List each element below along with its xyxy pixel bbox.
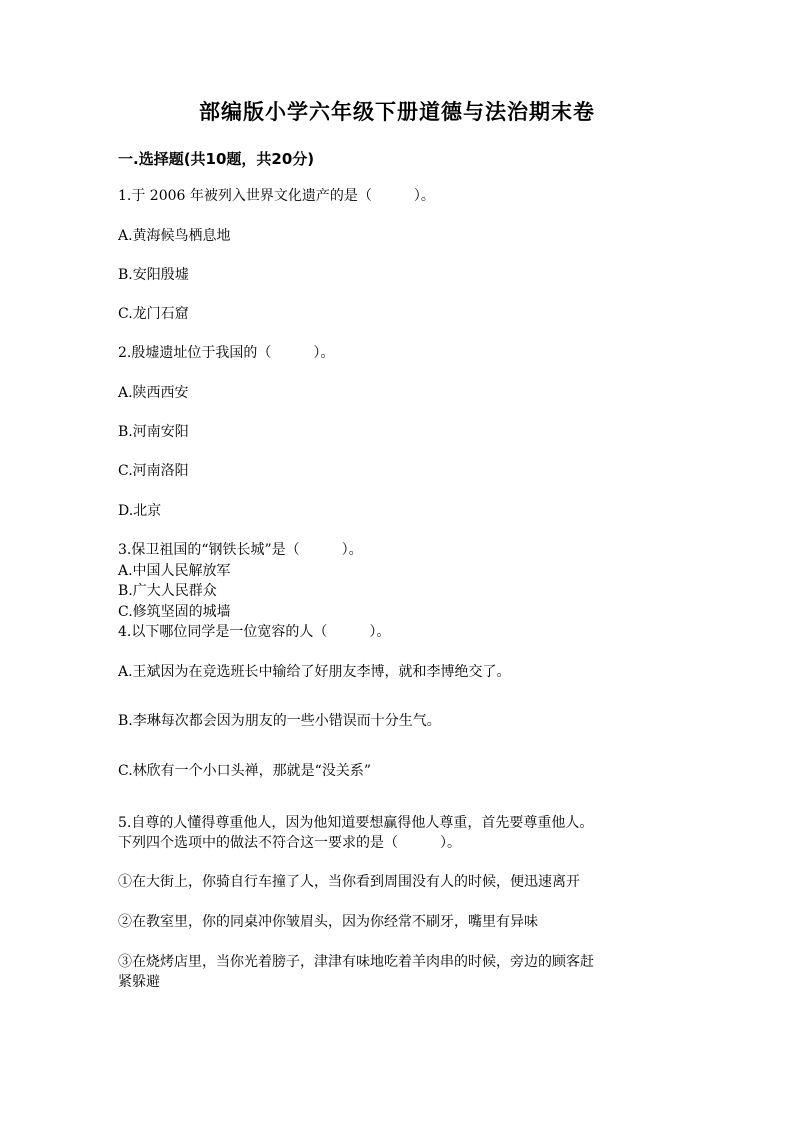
question-2-option-a: A.陕西西安 [118,385,189,401]
question-5-stem-line-1: 5.自尊的人懂得尊重他人，因为他知道要想赢得他人尊重，首先要尊重他人。 [118,815,594,831]
question-2-option-b: B.河南安阳 [118,424,189,440]
question-2-stem: 2.殷墟遗址位于我国的（ ）。 [118,345,335,361]
question-1-stem: 1.于 2006 年被列入世界文化遗产的是（ ）。 [118,188,435,204]
question-1-option-b: B.安阳殷墟 [118,267,189,283]
question-4-stem: 4.以下哪位同学是一位宽容的人（ ）。 [118,624,391,640]
question-5-option-3-line-1: ③在烧烤店里，当你光着膀子，津津有味地吃着羊肉串的时候，旁边的顾客赶 [118,954,594,970]
question-4-option-b: B.李琳每次都会因为朋友的一些小错误而十分生气。 [118,713,441,729]
question-5-option-3-line-2: 紧躲避 [118,974,160,990]
page-title: 部编版小学六年级下册道德与法治期末卷 [199,100,595,124]
question-4-option-a: A.王斌因为在竞选班长中输给了好朋友李博，就和李博绝交了。 [118,664,511,680]
question-3-option-b: B.广大人民群众 [118,583,217,599]
question-2-option-c: C.河南洛阳 [118,463,189,479]
section-heading: 一.选择题(共10题，共20分) [118,150,315,168]
question-4-option-c: C.林欣有一个小口头禅，那就是“没关系” [118,763,371,779]
question-5-option-1: ①在大街上，你骑自行车撞了人，当你看到周围没有人的时候，便迅速离开 [118,874,580,890]
question-1-option-a: A.黄海候鸟栖息地 [118,228,231,244]
question-3-option-a: A.中国人民解放军 [118,563,231,579]
question-5-option-2: ②在教室里，你的同桌冲你皱眉头，因为你经常不刷牙，嘴里有异味 [118,914,538,930]
question-3-option-c: C.修筑坚固的城墙 [118,604,231,620]
question-1-option-c: C.龙门石窟 [118,306,189,322]
question-5-stem-line-2: 下列四个选项中的做法不符合这一要求的是（ ）。 [118,835,461,851]
question-2-option-d: D.北京 [118,503,162,519]
question-3-stem: 3.保卫祖国的“钢铁长城”是（ ）。 [118,542,363,558]
